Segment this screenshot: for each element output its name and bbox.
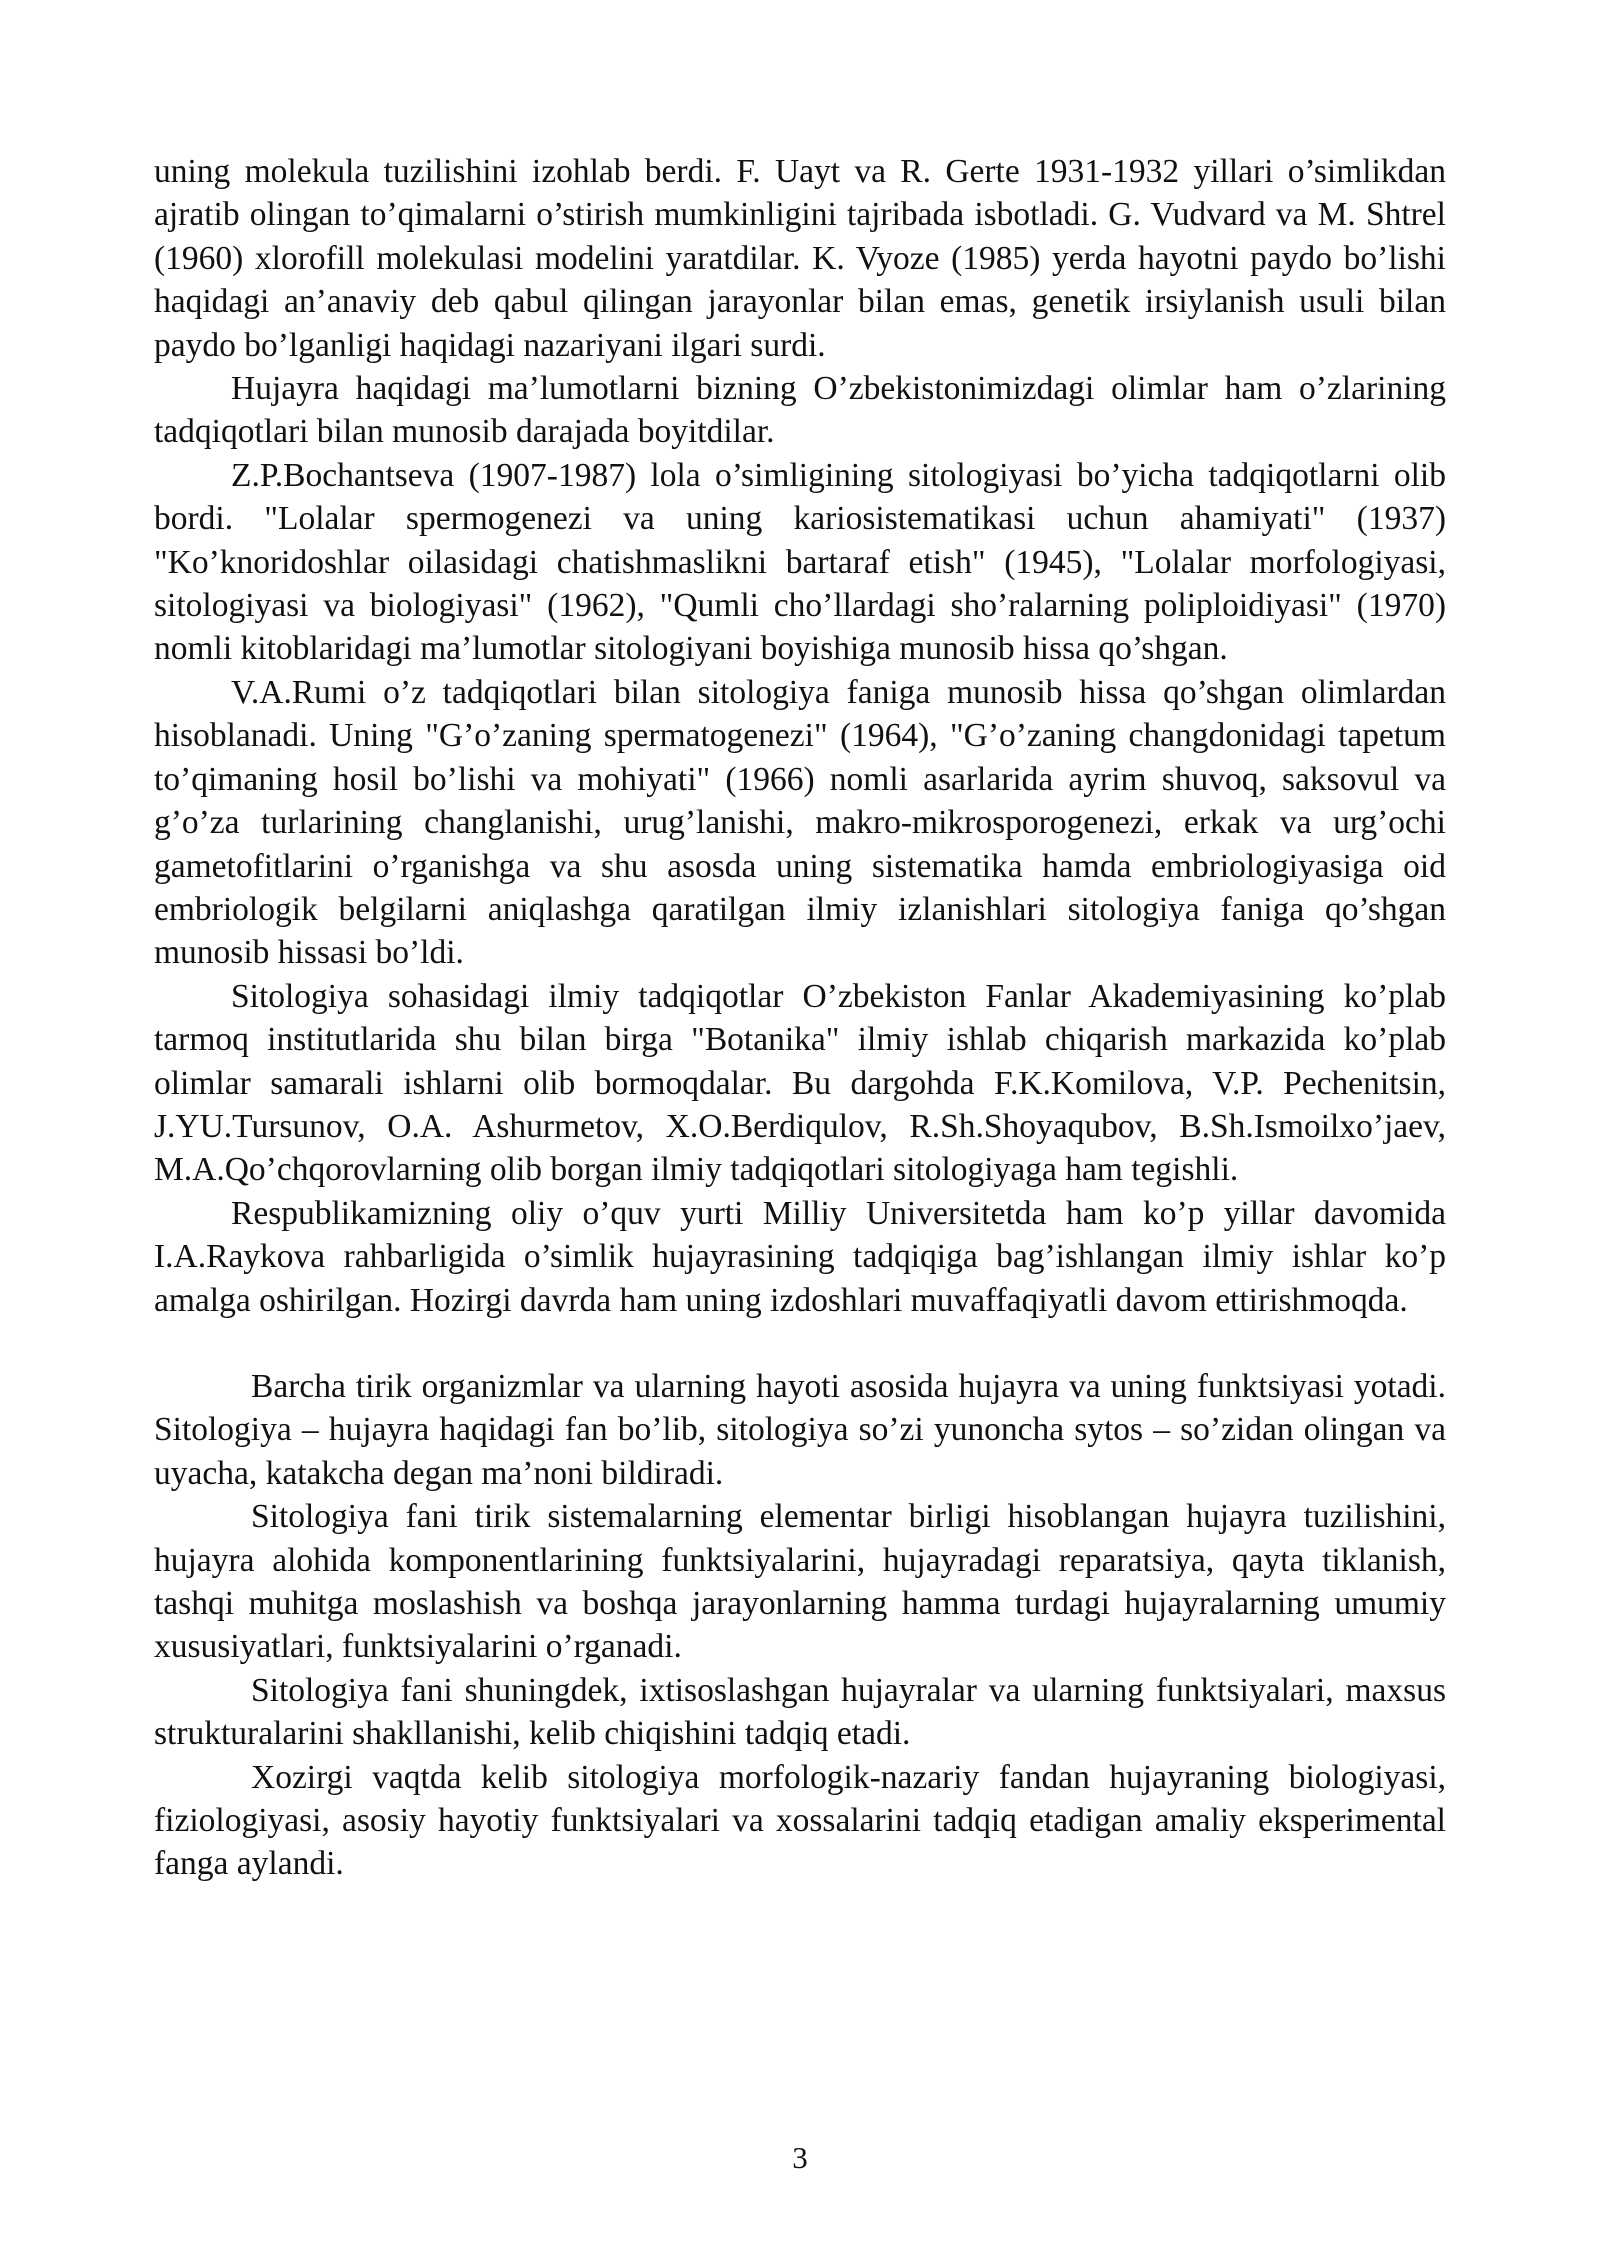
paragraph: Z.P.Bochantseva (1907-1987) lola o’simligining sitologiyasi bo’yicha tadqiqotlarni olib bordi. "Lolalar spermogenezi va uning kariosistematikasi uchun ahamiyati" (1937) "Ko’knoridoshlar oilasidagi chatishmaslikni bartaraf etish" (1945), "Lolalar morfologiyasi, sitologiyasi va biologiyasi" (1962), "Qumli cho’llardagi sho’ralarning poliploidiyasi" (1970) nomli kitoblaridagi ma’lumotlar sitologiyani boyishiga munosib hissa qo’shgan. (154, 456, 1446, 668)
paragraph: Xozirgi vaqtda kelib sitologiya morfologik-nazariy fandan hujayraning biologiyasi, fiziologiyasi, asosiy hayotiy funktsiyalari va xossalarini tadqiq etadigan amaliy eksperimental fanga aylandi. (154, 1758, 1446, 1883)
paragraph: Respublikamizning oliy o’quv yurti Milliy Universitetda ham ko’p yillar davomida I.A.Raykova rahbarligida o’simlik hujayrasining tadqiqiga bag’ishlangan ilmiy ishlar ko’p amalga oshirilgan. Hozirgi davrda ham uning izdoshlari muvaffaqiyatli davom ettirishmoqda. (154, 1194, 1446, 1319)
paragraph: Barcha tirik organizmlar va ularning hayoti asosida hujayra va uning funktsiyasi yotadi. Sitologiya – hujayra haqidagi fan bo’lib, sitologiya so’zi yunoncha sytos – so’zidan olingan va uyacha, katakcha degan ma’noni bildiradi. (154, 1367, 1446, 1492)
paragraph: V.A.Rumi o’z tadqiqotlari bilan sitologiya faniga munosib hissa qo’shgan olimlardan hisoblanadi. Uning "G’o’zaning spermatogenezi" (1964), "G’o’zaning changdonidagi tapetum to’qimaning hosil bo’lishi va mohiyati" (1966) nomli asarlarida ayrim shuvoq, saksovul va g’o’za turlarining changlanishi, urug’lanishi, makro-mikrosporogenezi, erkak va urg’ochi gametofitlarini o’rganishga va shu asosda uning sistematika hamda embriologiyasiga oid embriologik belgilarni aniqlashga qaratilgan ilmiy izlanishlari sitologiya faniga qo’shgan munosib hissasi bo’ldi. (154, 673, 1446, 972)
section-gap (154, 1322, 1446, 1365)
page-body (154, 150, 1446, 1886)
paragraph: Sitologiya fani tirik sistemalarning elementar birligi hisoblangan hujayra tuzilishini, hujayra alohida komponentlarining funktsiyalarini, hujayradagi reparatsiya, qayta tiklanish, tashqi muhitga moslashish va boshqa jarayonlarning hamma turdagi hujayralarning umumiy xususiyatlari, funktsiyalarini o’rganadi. (154, 1498, 1446, 1666)
paragraph: Sitologiya fani shuningdek, ixtisoslashgan hujayralar va ularning funktsiyalari, maxsus strukturalarini shakllanishi, kelib chiqishini tadqiq etadi. (154, 1671, 1446, 1753)
paragraph-continuation: uning molekula tuzilishini izohlab berdi. F. Uayt va R. Gerte 1931-1932 yillari o’simlikdan ajratib olingan to’qimalarni o’stirish mumkinligini tajribada isbotladi. G. Vudvard va M. Shtrel (1960) xlorofill molekulasi modelini yaratdilar. K. Vyoze (1985) yerda hayotni paydo bo’lishi haqidagi an’anaviy deb qabul qilingan jarayonlar bilan emas, genetik irsiylanish usuli bilan paydo bo’lganligi haqidagi nazariyani ilgari surdi. (154, 153, 1446, 364)
page-number: 3 (792, 2140, 808, 2175)
paragraph: Hujayra haqidagi ma’lumotlarni bizning O’zbekistonimizdagi olimlar ham o’zlarining tadqiqotlari bilan munosib darajada boyitdilar. (154, 370, 1446, 451)
paragraph: Sitologiya sohasidagi ilmiy tadqiqotlar O’zbekiston Fanlar Akademiyasining ko’plab tarmoq institutlarida shu bilan birga "Botanika" ilmiy ishlab chiqarish markazida ko’plab olimlar samarali ishlarni olib bormoqdalar. Bu dargohda F.K.Komilova, V.P. Pechenitsin, J.YU.Tursunov, O.A. Ashurmetov, X.O.Berdiqulov, R.Sh.Shoyaqubov, B.Sh.Ismoilxo’jaev, M.A.Qo’chqorovlarning olib borgan ilmiy tadqiqotlari sitologiyaga ham tegishli. (154, 977, 1446, 1189)
